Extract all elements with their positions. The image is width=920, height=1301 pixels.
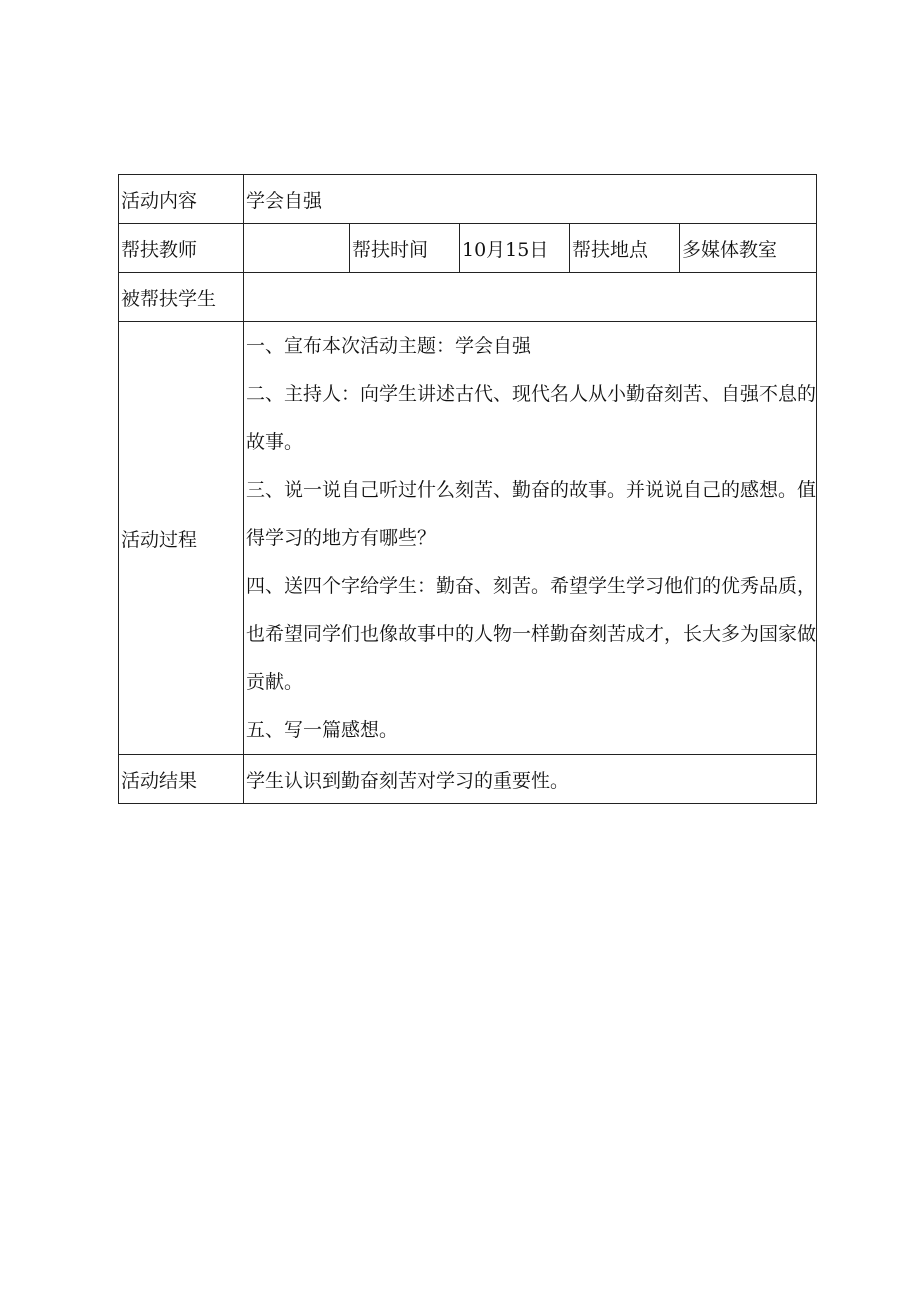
process-step: 三、说一说自己听过什么刻苦、勤奋的故事。并说说自己的感想。值得学习的地方有哪些？ (246, 479, 817, 549)
activity-record-table (118, 174, 817, 804)
result-value: 学生认识到勤奋刻苦对学习的重要性。 (244, 755, 817, 804)
process-body (244, 322, 817, 755)
process-step: 一、宣布本次活动主题：学会自强 (246, 335, 532, 357)
result-label: 活动结果 (119, 755, 244, 804)
row-activity-content (119, 175, 817, 224)
time-label: 帮扶时间 (350, 224, 460, 273)
row-teacher-time-location (119, 224, 817, 273)
location-value: 多媒体教室 (680, 224, 817, 273)
row-result (119, 755, 817, 804)
time-value: 10月15日 (460, 224, 570, 273)
row-process (119, 322, 817, 755)
location-label: 帮扶地点 (570, 224, 680, 273)
process-step: 四、送四个字给学生：勤奋、刻苦。希望学生学习他们的优秀品质，也希望同学们也像故事中的人物一样勤奋刻苦成才，长大多为国家做贡献。 (246, 575, 817, 693)
activity-content-value: 学会自强 (244, 175, 817, 224)
process-label: 活动过程 (119, 322, 244, 755)
process-step: 二、主持人：向学生讲述古代、现代名人从小勤奋刻苦、自强不息的故事。 (246, 383, 817, 453)
activity-content-label: 活动内容 (119, 175, 244, 224)
students-label: 被帮扶学生 (119, 273, 244, 322)
teacher-value (244, 224, 350, 273)
row-students (119, 273, 817, 322)
process-step: 五、写一篇感想。 (246, 719, 399, 741)
teacher-label: 帮扶教师 (119, 224, 244, 273)
students-value (244, 273, 817, 322)
